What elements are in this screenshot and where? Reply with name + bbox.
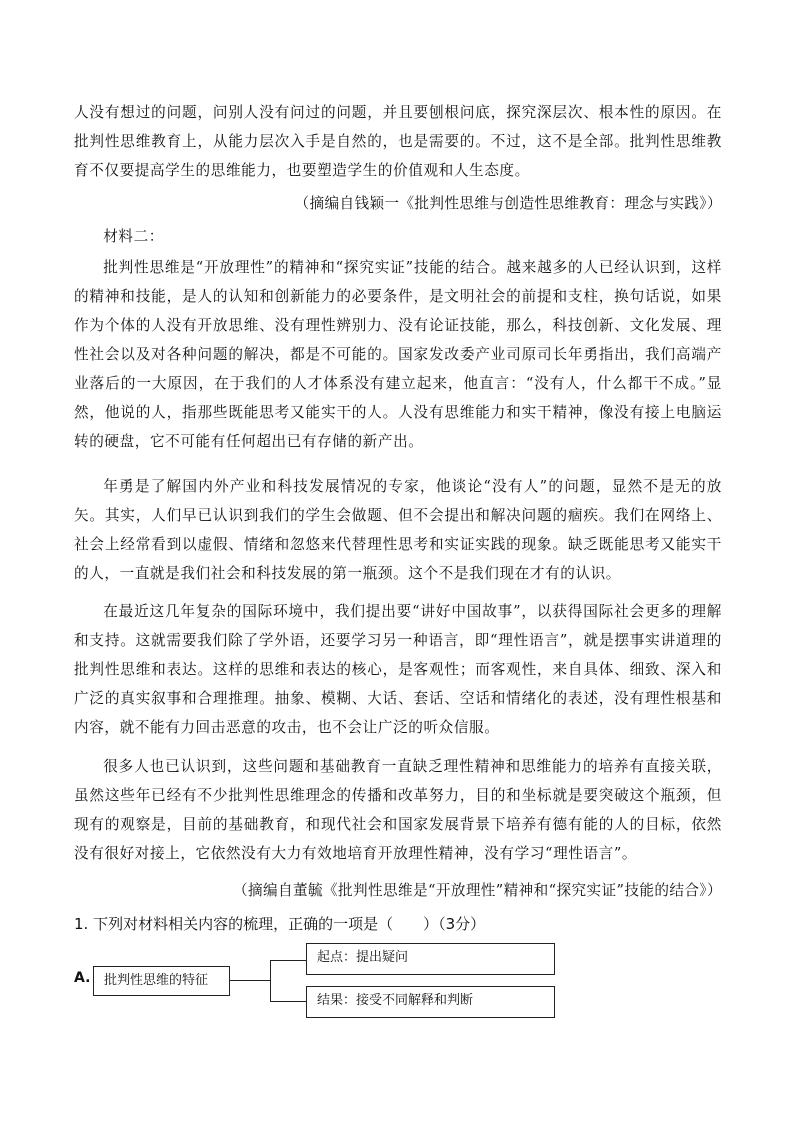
option-a-root-box <box>93 966 230 996</box>
material1-paragraph-tail: 人没有想过的问题，问别人没有问过的问题，并且要刨根问底，探究深层次、根本性的原因。在批判性思维教育上，从能力层次入手是自然的，也是需要的。不过，这不是全部。批判性思维教育不仅要提高学生的思维能力，也要塑造学生的价值观和人生态度。 <box>74 104 722 179</box>
connector-vertical <box>270 960 271 1002</box>
option-a-branch-top-label: 起点：提出疑问 <box>317 950 409 965</box>
option-a-branch-top-box <box>306 943 555 975</box>
material1-source: （摘编自钱颖一《批判性思维与创造性思维教育：理念与实践》） <box>294 195 722 212</box>
option-a-branch-bottom-box <box>306 986 555 1018</box>
connector-bottom <box>270 1001 306 1002</box>
option-a-root-label: 批判性思维的特征 <box>104 973 209 988</box>
material2-paragraph-2: 年勇是了解国内外产业和科技发展情况的专家，他谈论“没有人”的问题，显然不是无的放矢。其实，人们早已认识到我们的学生会做题、但不会提出和解决问题的痼疾。我们在网络上、社会上经常看到以虚假、情绪和忽悠来代替理性思考和实证实践的现象。缺乏既能思考又能实干的人，一直就是我们社会和科技发展的第一瓶颈。这个不是我们现在才有的认识。 <box>74 478 722 582</box>
connector-top <box>270 960 306 961</box>
material2-paragraph-1: 批判性思维是“开放理性”的精神和“探究实证”技能的结合。越来越多的人已经认识到，这样的精神和技能，是人的认知和创新能力的必要条件，是文明社会的前提和支柱，换句话说，如果作为个体的人没有开放思维、没有理性辨别力、没有论证技能，那么，科技创新、文化发展、理性社会以及对各种问题的解决，都是不可能的。国家发改委产业司原司长年勇指出，我们高端产业落后的一大原因，在于我们的人才体系没有建立起来，他直言：“没有人，什么都干不成。”显然，他说的人，指那些既能思考又能实干的人。人没有思维能力和实干精神，像没有接上电脑运转的硬盘，它不可能有任何超出已有存储的新产出。 <box>74 259 722 450</box>
material2-heading: 材料二： <box>103 228 164 245</box>
option-a-letter: A. <box>74 970 91 986</box>
question-stem: 1. 下列对材料相关内容的梳理，正确的一项是（ ）（3分） <box>74 915 486 933</box>
material2-source: （摘编自董毓《批判性思维是“开放理性”精神和“探究实证”技能的结合》） <box>233 882 722 899</box>
connector-horizontal <box>230 980 270 981</box>
material2-paragraph-3: 在最近这几年复杂的国际环境中，我们提出要“讲好中国故事”，以获得国际社会更多的理解和支持。这就需要我们除了学外语，还要学习另一种语言，即“理性语言”，就是摆事实讲道理的批判性思维和表达。这样的思维和表达的核心，是客观性；而客观性，来自具体、细致、深入和广泛的真实叙事和合理推理。抽象、模糊、大话、套话、空话和情绪化的表述，没有理性根基和内容，就不能有力回击恶意的攻击，也不会让广泛的听众信服。 <box>74 603 722 736</box>
material2-paragraph-4: 很多人也已认识到，这些问题和基础教育一直缺乏理性精神和思维能力的培养有直接关联，虽然这些年已经有不少批判性思维理念的传播和改革努力，目的和坐标就是要突破这个瓶颈，但现有的观察是，目前的基础教育，和现代社会和国家发展背景下培养有德有能的人的目标，依然没有很好对接上，它依然没有大力有效地培育开放理性精神，没有学习“理性语言”。 <box>74 758 722 862</box>
option-a-branch-bottom-label: 结果：接受不同解释和判断 <box>317 993 474 1008</box>
